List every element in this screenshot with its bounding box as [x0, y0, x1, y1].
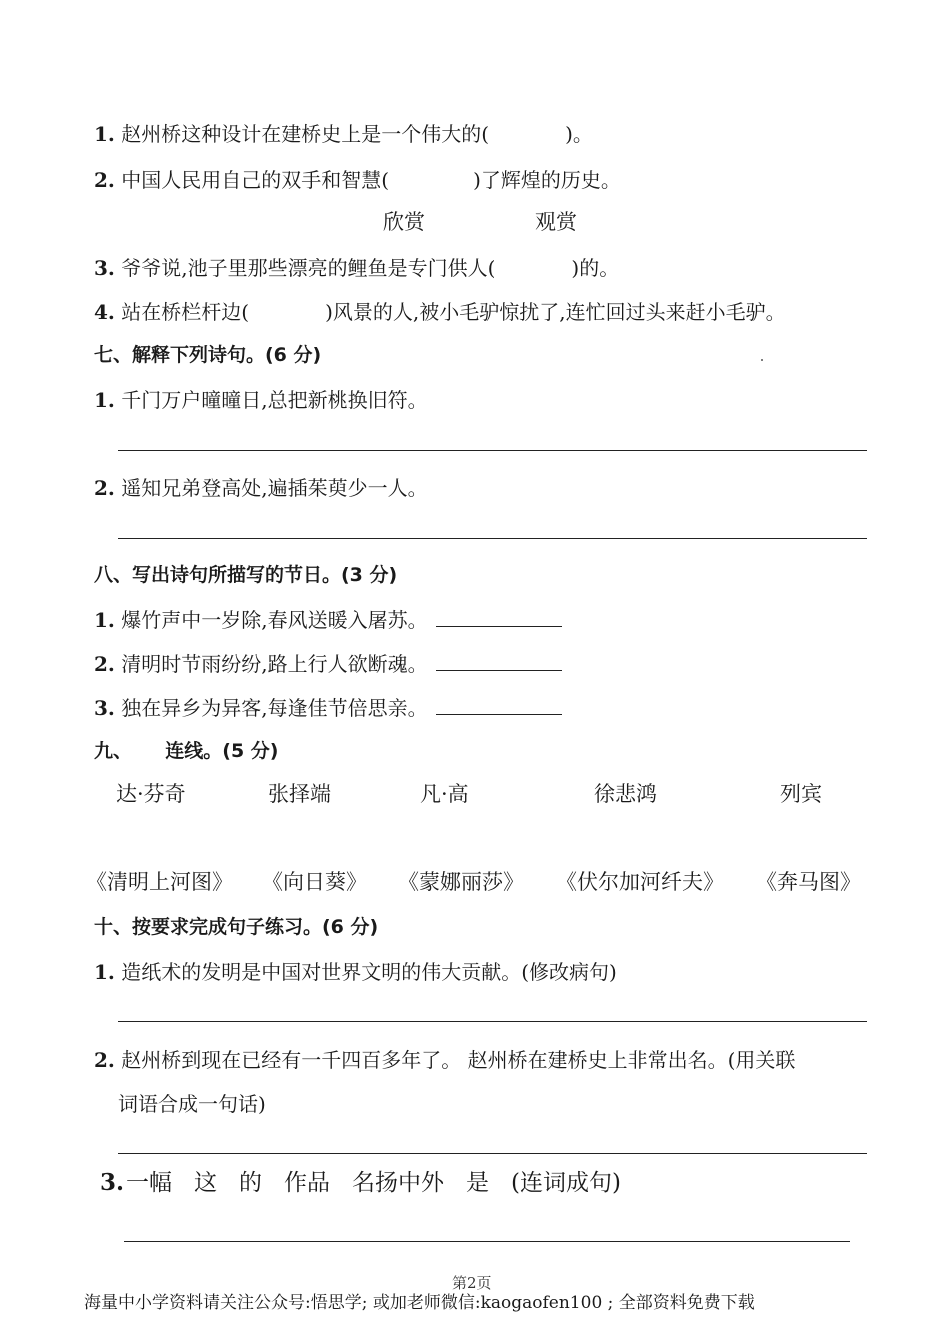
scan-speck [761, 359, 763, 361]
q-hint: (连词成句) [511, 1170, 621, 1196]
q-number: 2. [94, 1048, 115, 1072]
q10-2 [94, 1044, 795, 1073]
q-number: 1. [94, 960, 115, 984]
work-1[interactable]: 《清明上河图》 [86, 870, 233, 894]
answer-line[interactable] [124, 1241, 850, 1242]
q6-4 [94, 296, 786, 325]
q-text-end: )了辉煌的历史。 [473, 168, 621, 192]
q-text-end: )风景的人,被小毛驴惊扰了,连忙回过头来赶小毛驴。 [325, 300, 786, 324]
q-number: 2. [94, 168, 115, 192]
q-text: 千门万户曈曈日,总把新桃换旧符。 [121, 388, 428, 412]
work-4[interactable]: 《伏尔加河纤夫》 [556, 870, 724, 894]
q-number: 2. [94, 476, 115, 500]
section-9-label: 连线。(5 分) [165, 740, 279, 762]
work-2[interactable]: 《向日葵》 [262, 870, 367, 894]
work-3[interactable]: 《蒙娜丽莎》 [398, 870, 524, 894]
answer-line[interactable] [118, 450, 867, 451]
q-number: 2. [94, 652, 115, 676]
q-text: 赵州桥这种设计在建桥史上是一个伟大的( [121, 122, 490, 146]
q-number: 1. [94, 122, 115, 146]
section-9-number: 九、 [94, 740, 133, 762]
q-number: 1. [94, 388, 115, 412]
q-text: 遥知兄弟登高处,遍插茱萸少一人。 [121, 476, 428, 500]
word-card: 是 [466, 1170, 490, 1196]
word-card: 的 [239, 1170, 263, 1196]
q-number: 3. [100, 1169, 125, 1196]
q-text-end: )。 [565, 122, 593, 146]
q-text: 站在桥栏杆边( [121, 300, 250, 324]
artist-1[interactable]: 达·芬奇 [116, 782, 186, 806]
q-text: 赵州桥到现在已经有一千四百多年了。 赵州桥在建桥史上非常出名。(用关联 [121, 1048, 796, 1072]
q10-1 [94, 956, 617, 985]
q6-1 [94, 118, 593, 147]
q-text: 造纸术的发明是中国对世界文明的伟大贡献。(修改病句) [121, 960, 617, 984]
q-text: 独在异乡为异客,每逢佳节倍思亲。 [121, 696, 428, 720]
word-card: 这 [194, 1170, 218, 1196]
section-7-title: 七、解释下列诗句。(6 分) [94, 344, 322, 366]
q10-3 [100, 1164, 643, 1197]
artist-4[interactable]: 徐悲鸿 [594, 782, 657, 806]
q-text: 中国人民用自己的双手和智慧( [121, 168, 390, 192]
q-number: 3. [94, 696, 115, 720]
q-text: 爆竹声中一岁除,春风送暖入屠苏。 [121, 608, 428, 632]
q-number: 4. [94, 300, 115, 324]
q-number: 1. [94, 608, 115, 632]
q7-2 [94, 472, 428, 501]
section-10-title: 十、按要求完成句子练习。(6 分) [94, 916, 379, 938]
q6-3 [94, 252, 619, 281]
work-5[interactable]: 《奔马图》 [756, 870, 861, 894]
footer-notice: 海量中小学资料请关注公众号:悟思学; 或加老师微信:kaogaofen100 ; 全部资料免费下载 [84, 1293, 755, 1313]
answer-line[interactable] [436, 696, 562, 715]
artist-5[interactable]: 列宾 [780, 782, 822, 806]
q-text: 清明时节雨纷纷,路上行人欲断魂。 [121, 652, 428, 676]
choice-word-1: 欣赏 [383, 210, 425, 234]
q10-2-cont: 词语合成一句话) [118, 1092, 266, 1116]
q-text: 爷爷说,池子里那些漂亮的鲤鱼是专门供人( [121, 256, 496, 280]
artist-3[interactable]: 凡·高 [420, 782, 469, 806]
q6-2 [94, 164, 621, 193]
q-text-end: )的。 [571, 256, 620, 280]
answer-line[interactable] [436, 652, 562, 671]
q8-3 [94, 692, 562, 721]
answer-line[interactable] [118, 538, 867, 539]
answer-line[interactable] [436, 608, 562, 627]
q-number: 3. [94, 256, 115, 280]
section-9-title [94, 736, 278, 763]
word-card: 名扬中外 [352, 1170, 445, 1196]
word-card: 一幅 [126, 1170, 173, 1196]
q7-1 [94, 384, 428, 413]
page-number: 第2页 [452, 1274, 492, 1292]
q8-2 [94, 648, 562, 677]
section-8-title: 八、写出诗句所描写的节日。(3 分) [94, 564, 398, 586]
choice-word-2: 观赏 [535, 210, 577, 234]
q8-1 [94, 604, 562, 633]
word-card: 作品 [284, 1170, 331, 1196]
answer-line[interactable] [118, 1021, 867, 1022]
answer-line[interactable] [118, 1153, 867, 1154]
artist-2[interactable]: 张择端 [268, 782, 331, 806]
